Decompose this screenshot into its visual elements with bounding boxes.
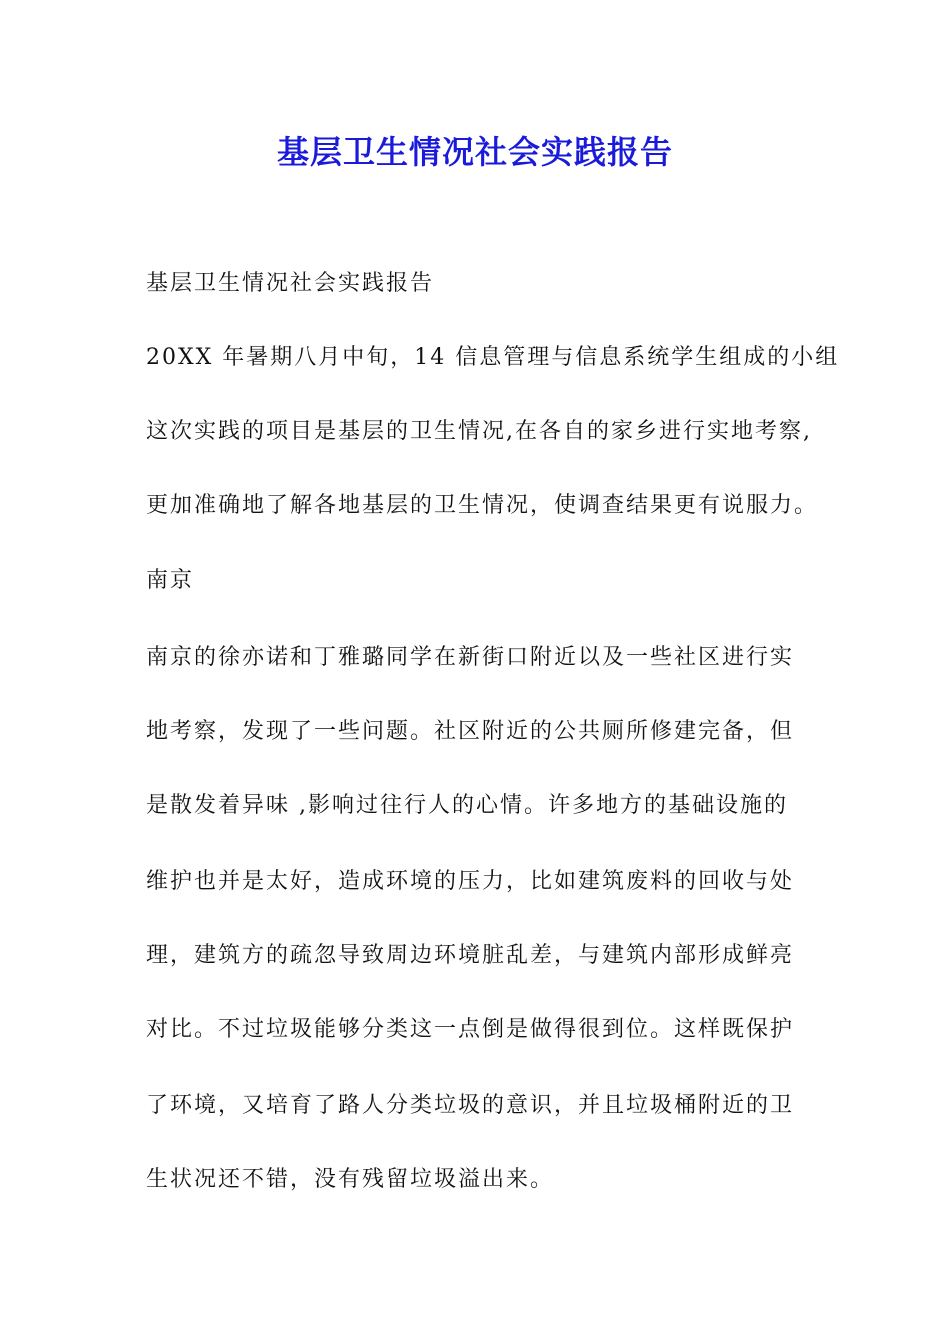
section-heading: 南京 [146,568,195,593]
body-line: 是散发着异味 ,影响过往行人的心情。许多地方的基础设施的 [146,793,788,818]
subtitle-line: 基层卫生情况社会实践报告 [146,271,435,296]
body-line: 了环境，又培育了路人分类垃圾的意识，并且垃圾桶附近的卫 [146,1093,795,1118]
body-line: 20XX 年暑期八月中旬，14 信息管理与信息系统学生组成的小组 [146,345,840,370]
body-line: 南京的徐亦诺和丁雅璐同学在新街口附近以及一些社区进行实 [146,645,795,670]
body-line: 维护也并是太好，造成环境的压力，比如建筑废料的回收与处 [146,869,795,894]
body-line: 地考察，发现了一些问题。社区附近的公共厕所修建完备，但 [146,719,795,744]
body-line: 更加准确地了解各地基层的卫生情况，使调查结果更有说服力。 [146,493,819,518]
body-line: 这次实践的项目是基层的卫生情况,在各自的家乡进行实地考察, [146,419,812,444]
document-title: 基层卫生情况社会实践报告 [276,133,673,171]
body-line: 对比。不过垃圾能够分类这一点倒是做得很到位。这样既保护 [146,1017,795,1042]
body-line: 理，建筑方的疏忽导致周边环境脏乱差，与建筑内部形成鲜亮 [146,943,795,968]
body-line: 生状况还不错，没有残留垃圾溢出来。 [146,1167,555,1192]
